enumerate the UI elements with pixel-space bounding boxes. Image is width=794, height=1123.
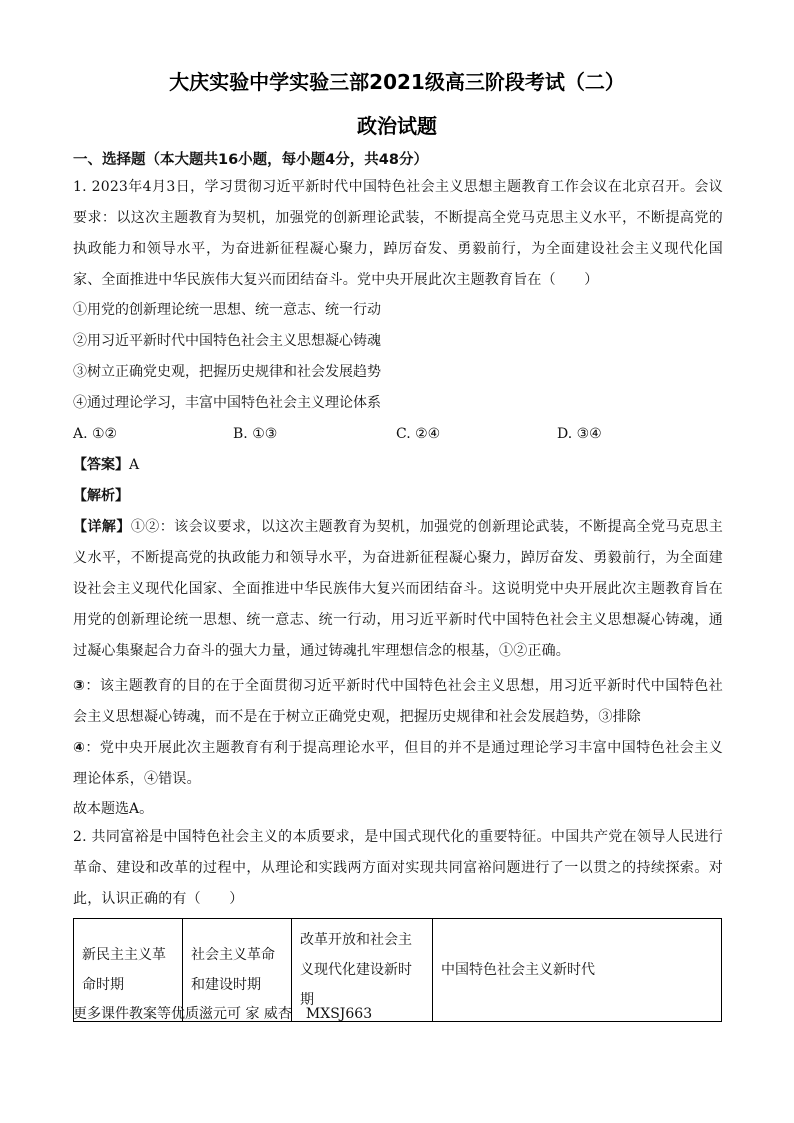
exam-subject: 政治试题 bbox=[357, 114, 437, 138]
footer-note: 更多课件教案等优质滋元可 家 威杏 MXSJ663 bbox=[73, 1006, 373, 1022]
stage-cell-2: 社会主义革命和建设时期 bbox=[183, 919, 292, 1022]
stage-cell-3: 改革开放和社会主义现代化建设新时期 bbox=[292, 919, 433, 1022]
q2-stem: 2. 共同富裕是中国特色社会主义的本质要求，是中国式现代化的重要特征。中国共产党在领导人民进行革命、建设和改革的过程中，从理论和实践两方面对实现共同富裕问题进行了一以贯之的持续探索。对此，认识正确的有（ ） bbox=[73, 829, 723, 907]
section-heading: 一、选择题（本大题共16小题，每小题4分，共48分） bbox=[73, 152, 428, 168]
q1-detail-2 bbox=[73, 671, 723, 733]
q1-option-c: C. ②④ bbox=[396, 426, 441, 442]
detail-text-3: ：党中央开展此次主题教育有利于提高理论水平，但目的并不是通过理论学习丰富中国特色社会主义理论体系，④错误。 bbox=[73, 740, 723, 787]
q1-analysis bbox=[73, 486, 129, 506]
q1-item-2: ②用习近平新时代中国特色社会主义思想凝心铸魂 bbox=[73, 333, 381, 349]
answer-value: A bbox=[129, 457, 140, 473]
q1-item-1: ①用党的创新理论统一思想、统一意志、统一行动 bbox=[73, 302, 381, 318]
q1-option-a: A. ①② bbox=[73, 426, 118, 442]
exam-title: 大庆实验中学实验三部2021级高三阶段考试（二） bbox=[169, 70, 625, 94]
detail-num-3: ③ bbox=[73, 678, 86, 694]
detail-text-2: ：该主题教育的目的在于全面贯彻习近平新时代中国特色社会主义思想，用习近平新时代中国特色社会主义思想凝心铸魂，而不是在于树立正确党史观，把握历史规律和社会发展趋势，③排除 bbox=[73, 678, 723, 725]
q1-item-4: ④通过理论学习，丰富中国特色社会主义理论体系 bbox=[73, 395, 381, 411]
stage-cell-4: 中国特色社会主义新时代 bbox=[433, 919, 722, 1022]
q1-answer bbox=[73, 455, 139, 475]
q1-detail-3 bbox=[73, 733, 723, 795]
q1-option-b: B. ①③ bbox=[233, 426, 278, 442]
q1-item-3: ③树立正确党史观，把握历史规律和社会发展趋势 bbox=[73, 364, 381, 380]
q1-stem: 1. 2023年4月3日，学习贯彻习近平新时代中国特色社会主义思想主题教育工作会议在北京召开。会议要求：以这次主题教育为契机，加强党的创新理论武装，不断提高全党马克思主义水平，不断提高党的执政能力和领导水平，为奋进新征程凝心聚力，踔厉奋发、勇毅前行，为全面建设社会主义现代化国家、全面推进中华民族伟大复兴而团结奋斗。党中央开展此次主题教育旨在（ ） bbox=[73, 179, 723, 288]
stage-cell-1: 新民主主义革命时期 bbox=[74, 919, 183, 1022]
detail-text-1: ①②：该会议要求，以这次主题教育为契机，加强党的创新理论武装，不断提高全党马克思主义水平，不断提高党的执政能力和领导水平，为奋进新征程凝心聚力，踔厉奋发、勇毅前行，为全面建设社会主义现代化国家、全面推进中华民族伟大复兴而团结奋斗。这说明党中央开展此次主题教育旨在用党的创新理论统一思想、统一意志、统一行动，用习近平新时代中国特色社会主义思想凝心铸魂，通过凝心集聚起合力奋斗的强大力量，通过铸魂扎牢理想信念的根基，①②正确。 bbox=[73, 519, 723, 659]
answer-label: 【答案】 bbox=[73, 457, 129, 473]
analysis-label: 【解析】 bbox=[73, 488, 129, 504]
detail-num-4: ④ bbox=[73, 740, 86, 756]
detail-label: 【详解】 bbox=[73, 519, 131, 535]
q1-detail-1 bbox=[73, 512, 723, 667]
q1-option-d: D. ③④ bbox=[557, 426, 602, 442]
q1-conclusion: 故本题选A。 bbox=[73, 801, 154, 817]
